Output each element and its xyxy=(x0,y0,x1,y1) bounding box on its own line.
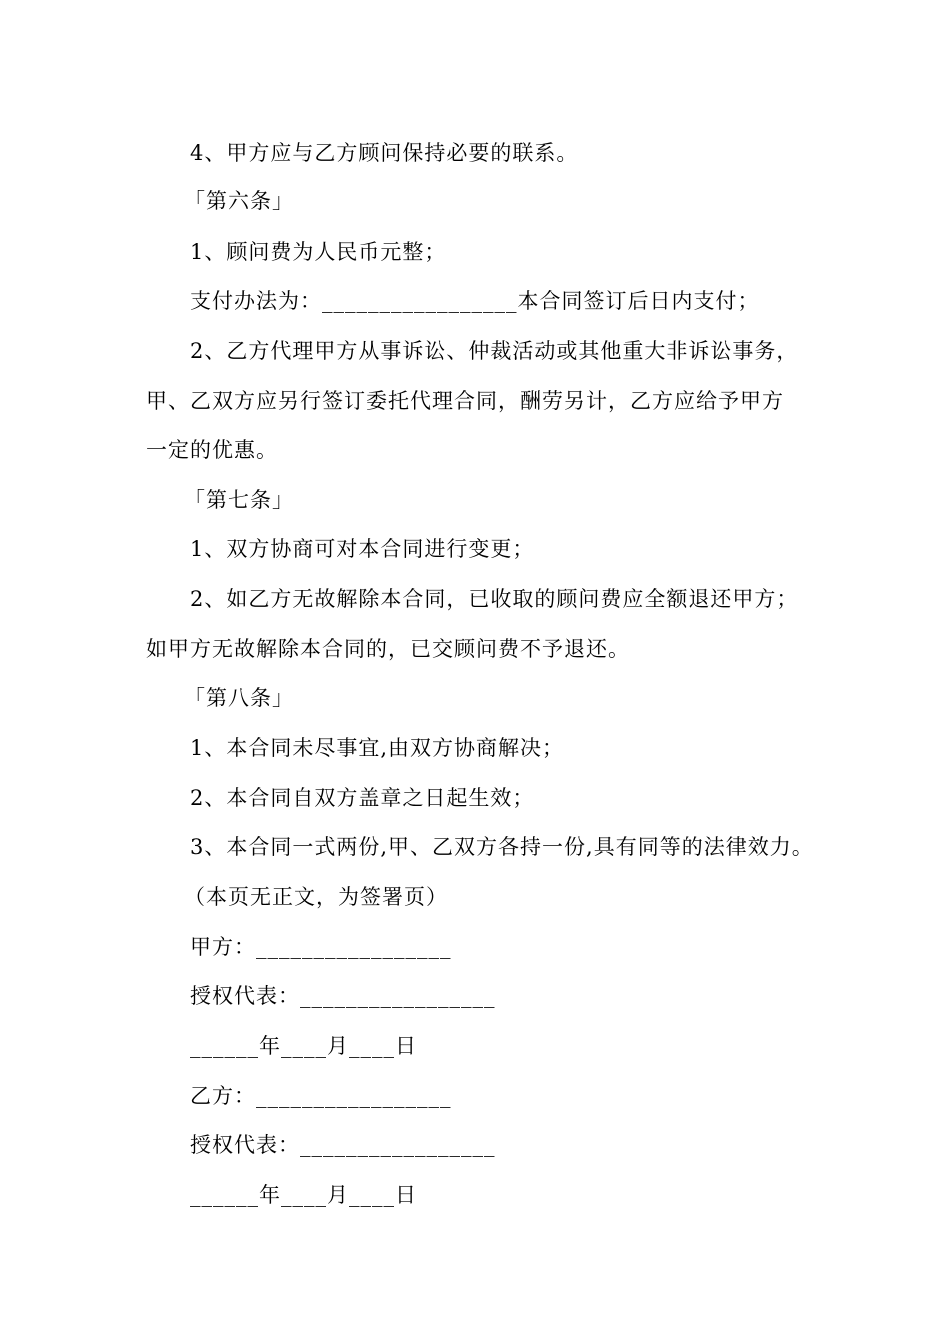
clause-7-item-2-line-1: 2、如乙方无故解除本合同，已收取的顾问费应全额退还甲方； xyxy=(190,587,799,611)
clause-8-item-2: 2、本合同自双方盖章之日起生效； xyxy=(190,786,535,810)
clause-6-payment-method: 支付办法为：_________________本合同签订后日内支付； xyxy=(190,289,760,313)
clause-7-item-1: 1、双方协商可对本合同进行变更； xyxy=(190,537,535,561)
clause-8-item-1: 1、本合同未尽事宜,由双方协商解决； xyxy=(190,736,565,760)
signature-page-note: （本页无正文，为签署页） xyxy=(184,885,448,909)
clause-8-item-3: 3、本合同一式两份,甲、乙双方各持一份,具有同等的法律效力。 xyxy=(190,835,814,859)
clause-7-item-2-line-2: 如甲方无故解除本合同的，已交顾问费不予退还。 xyxy=(146,637,630,661)
article-7-heading: 「第七条」 xyxy=(184,488,294,512)
clause-6-item-1: 1、顾问费为人民币元整； xyxy=(190,240,447,264)
article-6-heading: 「第六条」 xyxy=(184,189,294,213)
party-b-date-line: ______年____月____日 xyxy=(190,1183,417,1207)
party-b-signature-line: 乙方：_________________ xyxy=(190,1084,452,1108)
clause-6-item-2-line-1: 2、乙方代理甲方从事诉讼、仲裁活动或其他重大非诉讼事务， xyxy=(190,339,799,363)
article-8-heading: 「第八条」 xyxy=(184,686,294,710)
clause-6-item-2-line-3: 一定的优惠。 xyxy=(146,438,278,462)
party-a-representative-line: 授权代表：_________________ xyxy=(190,984,496,1008)
clause-5-item-4: 4、甲方应与乙方顾问保持必要的联系。 xyxy=(190,141,579,165)
party-a-date-line: ______年____月____日 xyxy=(190,1034,417,1058)
party-b-representative-line: 授权代表：_________________ xyxy=(190,1133,496,1157)
party-a-signature-line: 甲方：_________________ xyxy=(190,935,452,959)
clause-6-item-2-line-2: 甲、乙双方应另行签订委托代理合同，酬劳另计，乙方应给予甲方 xyxy=(146,389,784,413)
